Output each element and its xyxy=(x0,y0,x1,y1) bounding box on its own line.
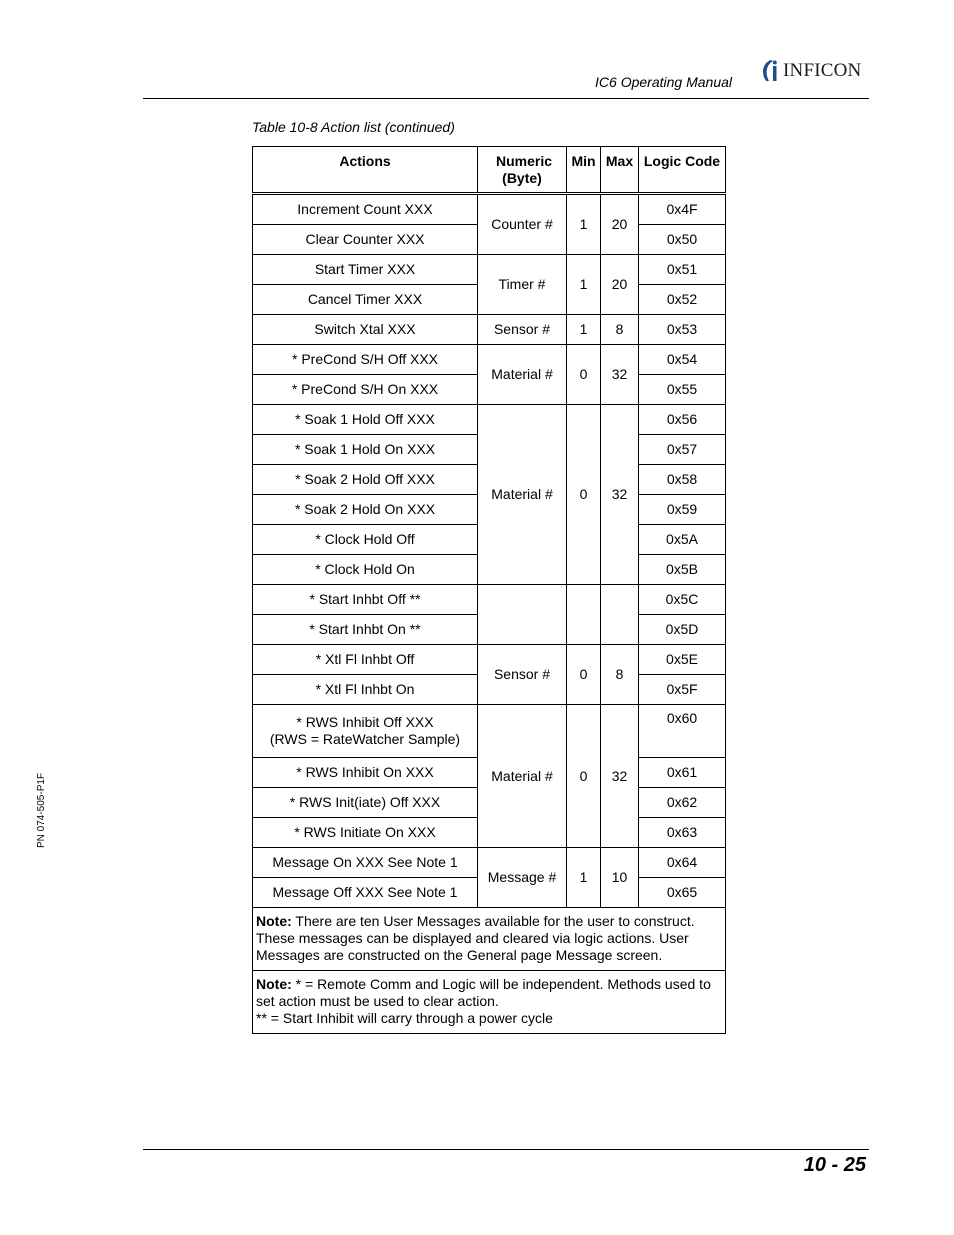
action-cell: * Soak 1 Hold On XXX xyxy=(253,435,478,465)
action-list-table xyxy=(252,146,726,1034)
logic-code-cell: 0x63 xyxy=(639,818,726,848)
note-text: There are ten User Messages available for the user to construct. These messages can be displayed and cleared via logic actions. User Messages are constructed on the General page Message screen. xyxy=(256,913,695,963)
action-cell: * Start Inhbt On ** xyxy=(253,615,478,645)
max-cell: 8 xyxy=(601,645,639,705)
table-row xyxy=(253,848,726,878)
logic-code-cell: 0x56 xyxy=(639,405,726,435)
logic-code-cell: 0x55 xyxy=(639,375,726,405)
min-cell: 0 xyxy=(567,645,601,705)
numeric-cell: Counter # xyxy=(478,194,567,255)
header-rule xyxy=(143,98,869,99)
header-min: Min xyxy=(567,147,601,194)
logic-code-cell: 0x5C xyxy=(639,585,726,615)
action-cell: Start Timer XXX xyxy=(253,255,478,285)
min-cell: 1 xyxy=(567,848,601,908)
inficon-logo xyxy=(758,58,872,84)
action-cell: Increment Count XXX xyxy=(253,194,478,225)
table-row xyxy=(253,585,726,615)
numeric-cell: Message # xyxy=(478,848,567,908)
inficon-logo-icon xyxy=(758,58,782,84)
action-cell: * RWS Inhibit Off XXX (RWS = RateWatcher Sample) xyxy=(253,705,478,758)
manual-title: IC6 Operating Manual xyxy=(595,74,732,90)
logic-code-cell: 0x51 xyxy=(639,255,726,285)
table-row xyxy=(253,255,726,285)
note-cell xyxy=(253,971,726,1034)
max-cell: 32 xyxy=(601,405,639,585)
numeric-cell: Material # xyxy=(478,405,567,585)
logic-code-cell: 0x50 xyxy=(639,225,726,255)
min-cell: 0 xyxy=(567,345,601,405)
numeric-cell: Sensor # xyxy=(478,315,567,345)
action-cell: * PreCond S/H On XXX xyxy=(253,375,478,405)
action-cell: * Start Inhbt Off ** xyxy=(253,585,478,615)
action-cell: Clear Counter XXX xyxy=(253,225,478,255)
action-cell: * RWS Initiate On XXX xyxy=(253,818,478,848)
table-row xyxy=(253,194,726,225)
action-cell: * PreCond S/H Off XXX xyxy=(253,345,478,375)
action-cell: Switch Xtal XXX xyxy=(253,315,478,345)
note-row xyxy=(253,908,726,971)
logic-code-cell: 0x53 xyxy=(639,315,726,345)
logic-code-cell: 0x58 xyxy=(639,465,726,495)
logo-wordmark: INFICON xyxy=(783,60,862,81)
logic-code-cell: 0x60 xyxy=(639,705,726,758)
action-cell: * RWS Inhibit On XXX xyxy=(253,758,478,788)
numeric-cell: Sensor # xyxy=(478,645,567,705)
header-numeric: Numeric (Byte) xyxy=(478,147,567,194)
note-text: * = Remote Comm and Logic will be independent. Methods used to set action must be used to clear action. ** = Start Inhibit will carry through a power cycle xyxy=(256,976,711,1026)
table-row xyxy=(253,345,726,375)
action-cell: * Clock Hold Off xyxy=(253,525,478,555)
logic-code-cell: 0x54 xyxy=(639,345,726,375)
note-cell xyxy=(253,908,726,971)
action-cell: Cancel Timer XXX xyxy=(253,285,478,315)
numeric-cell xyxy=(478,585,567,645)
logic-code-cell: 0x62 xyxy=(639,788,726,818)
header-logic-code: Logic Code xyxy=(639,147,726,194)
action-cell: Message On XXX See Note 1 xyxy=(253,848,478,878)
table-caption: Table 10-8 Action list (continued) xyxy=(252,119,455,135)
logic-code-cell: 0x5E xyxy=(639,645,726,675)
max-cell xyxy=(601,585,639,645)
logic-code-cell: 0x5F xyxy=(639,675,726,705)
header-max: Max xyxy=(601,147,639,194)
max-cell: 20 xyxy=(601,194,639,255)
logic-code-cell: 0x5A xyxy=(639,525,726,555)
numeric-cell: Material # xyxy=(478,345,567,405)
action-cell: * Xtl Fl Inhbt On xyxy=(253,675,478,705)
logic-code-cell: 0x57 xyxy=(639,435,726,465)
part-number: PN 074-505-P1F xyxy=(36,772,47,848)
max-cell: 32 xyxy=(601,705,639,848)
action-cell: * Soak 2 Hold Off XXX xyxy=(253,465,478,495)
min-cell: 0 xyxy=(567,405,601,585)
max-cell: 20 xyxy=(601,255,639,315)
action-cell: * Xtl Fl Inhbt Off xyxy=(253,645,478,675)
min-cell xyxy=(567,585,601,645)
logic-code-cell: 0x52 xyxy=(639,285,726,315)
logic-code-cell: 0x59 xyxy=(639,495,726,525)
table-row xyxy=(253,315,726,345)
note-row xyxy=(253,971,726,1034)
max-cell: 32 xyxy=(601,345,639,405)
note-label: Note: xyxy=(256,976,292,992)
page-number: 10 - 25 xyxy=(803,1154,866,1176)
header-actions: Actions xyxy=(253,147,478,194)
min-cell: 1 xyxy=(567,194,601,255)
min-cell: 0 xyxy=(567,705,601,848)
numeric-cell: Material # xyxy=(478,705,567,848)
min-cell: 1 xyxy=(567,255,601,315)
action-cell: * Soak 2 Hold On XXX xyxy=(253,495,478,525)
table-header-row xyxy=(253,147,726,194)
note-label: Note: xyxy=(256,913,292,929)
table-row xyxy=(253,705,726,758)
table-row xyxy=(253,645,726,675)
footer-rule xyxy=(143,1149,869,1150)
action-cell: * Soak 1 Hold Off XXX xyxy=(253,405,478,435)
max-cell: 10 xyxy=(601,848,639,908)
action-cell: * RWS Init(iate) Off XXX xyxy=(253,788,478,818)
action-cell: Message Off XXX See Note 1 xyxy=(253,878,478,908)
max-cell: 8 xyxy=(601,315,639,345)
logic-code-cell: 0x65 xyxy=(639,878,726,908)
numeric-cell: Timer # xyxy=(478,255,567,315)
min-cell: 1 xyxy=(567,315,601,345)
logic-code-cell: 0x64 xyxy=(639,848,726,878)
logic-code-cell: 0x61 xyxy=(639,758,726,788)
action-cell: * Clock Hold On xyxy=(253,555,478,585)
logic-code-cell: 0x4F xyxy=(639,194,726,225)
logic-code-cell: 0x5D xyxy=(639,615,726,645)
logic-code-cell: 0x5B xyxy=(639,555,726,585)
table-row xyxy=(253,405,726,435)
